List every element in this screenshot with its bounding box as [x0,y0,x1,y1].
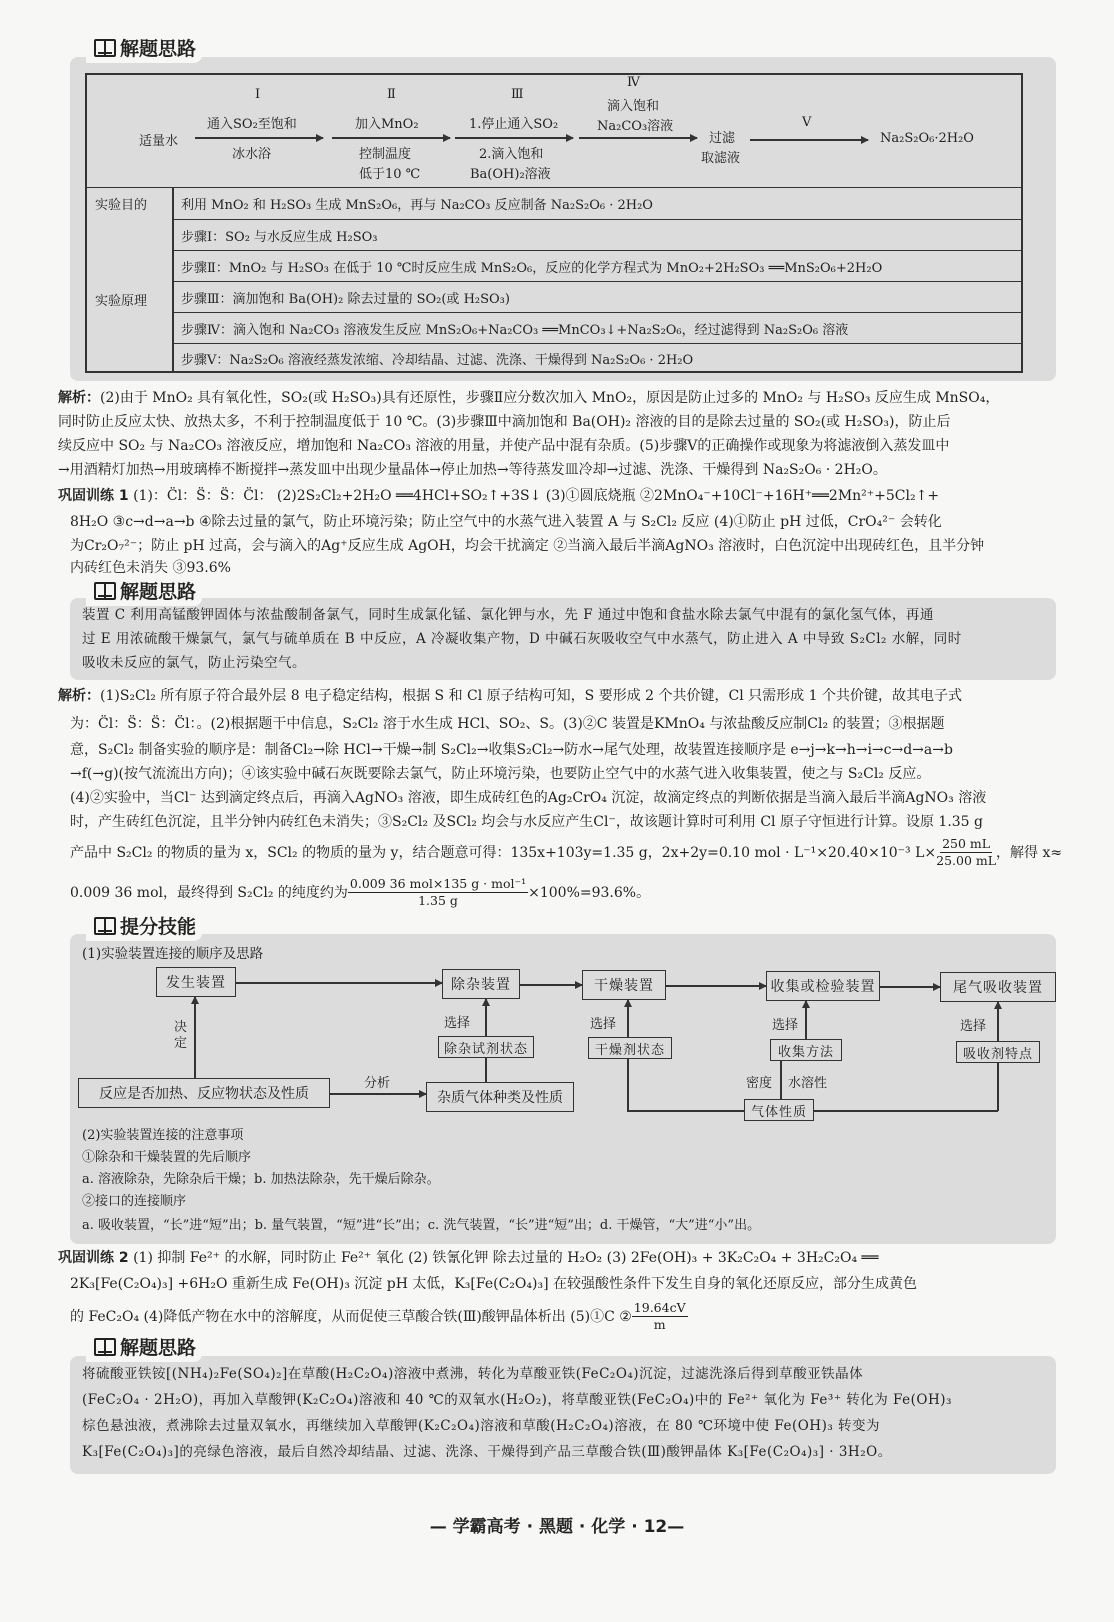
skills-note-2: a. 溶液除杂，先除杂后干燥；b. 加热法除杂，先干燥后除杂。 [82,1172,440,1187]
step-1-arrow [195,137,323,139]
arrow-collect-tail [880,986,940,988]
section-heading-4: 解题思路 [86,1333,202,1362]
label-select-3: 选择 [772,1018,799,1033]
panel-2-line-3: 吸收未反应的氯气，防止污染空气。 [82,655,306,671]
arrow-dry-collect [666,985,766,987]
label-select-2: 选择 [590,1017,617,1032]
box-purify-reagent: 除杂试剂状态 [438,1036,534,1058]
step-2-below-1: 控制温度 [359,147,412,162]
step-2-above: 加入MnO₂ [355,117,419,132]
box-gas-props: 气体性质 [744,1099,814,1121]
step-3-below-1: 2.滴入饱和 [479,147,544,162]
page-footer: — 学霸高考 · 黑题 · 化学 · 12— [429,1517,685,1537]
step-1-above: 通入SO₂至饱和 [207,117,297,132]
step-1-below: 冰水浴 [232,147,272,162]
arrow-analyze [330,1093,426,1095]
practice-2-line-3: 的 FeC₂O₄ (4)降低产物在水中的溶解度，从而促使三草酸合铁(Ⅲ)酸钾晶体析出 (5)①C ② $\frac{19.64cV}{m}$ [70,1300,686,1332]
step-4-above-1: 滴入饱和 [607,99,660,114]
practice-1-line-2: 8H₂O ③c→d→a→b ④除去过量的氯气，防止环境污染；防止空气中的水蒸气进入装置 A 与 S₂Cl₂ 反应 (4)①防止 pH 过低，CrO₄²⁻ 会转化 [70,514,942,530]
principle-row-3: 步骤Ⅲ：滴加饱和 Ba(OH)₂ 除去过量的 SO₂(或 H₂SO₃) [173,281,1021,312]
arrow-decide-up [194,997,196,1078]
box-collect-method: 收集方法 [770,1039,842,1061]
practice-1-line-4: 内砖红色未消失 ③93.6% [70,560,231,576]
step-4-roman: Ⅳ [627,75,640,90]
analysis-2-line-3: 意，S₂Cl₂ 制备实验的顺序是：制备Cl₂→除 HCl→干燥→制 S₂Cl₂→收集S₂Cl₂→防水→尾气处理，故装置连接顺序是 e→j→k→h→i→c→d→a→b [70,742,953,758]
step-4-arrow [579,137,697,139]
step-2-arrow [332,137,450,139]
experiment-table [85,73,1023,373]
purpose-row [87,187,1021,219]
book-icon [94,39,116,57]
box-desiccant: 干燥剂状态 [588,1037,672,1059]
filter-node-1: 过滤 [709,131,736,146]
book-icon [94,582,116,600]
box-purify: 除杂装置 [442,969,520,999]
step-3-arrow [455,137,573,139]
skills-note-1: ①除杂和干燥装置的先后顺序 [82,1150,252,1165]
flow-start: 适量水 [139,134,179,149]
analysis-1-line-4: →用酒精灯加热→用玻璃棒不断搅拌→蒸发皿中出现少量晶体→停止加热→等待蒸发皿冷却→过滤、洗涤、干燥得到 Na₂S₂O₆ · 2H₂O。 [58,462,887,478]
step-1-roman: Ⅰ [255,87,261,102]
analysis-2-calc-line: 产品中 S₂Cl₂ 的物质的量为 x，SCl₂ 的物质的量为 y，结合题意可得：135x+103y=1.35 g，2x+2y=0.10 mol · L⁻¹×20.40×10⁻³ L× $\frac{250 mL}{25.00 mL}$ ，解得 x≈ [70,836,1063,868]
principle-row-4: 步骤Ⅳ：滴入饱和 Na₂CO₃ 溶液发生反应 MnS₂O₆+Na₂CO₃ ══MnCO₃↓+Na₂S₂O₆，经过滤得到 Na₂S₂O₆ 溶液 [173,312,1021,343]
panel-4-line-3: 棕色悬浊液，煮沸除去过量双氧水，再继续加入草酸钾(K₂C₂O₄)溶液和草酸(H₂C₂O₄)溶液，在 80 ℃环境中使 Fe(OH)₃ 转变为 [82,1418,881,1434]
practice-1-line-1: 巩固训练 1 (1)：C̈l：S̈：S̈：C̈l： (2)2S₂Cl₂+2H₂O ══4HCl+SO₂↑+3S↓ (3)①圆底烧瓶 ②2MnO₄⁻+10Cl⁻+16H⁺══2Mn²⁺+5Cl₂↑+ [58,488,940,504]
panel-2-line-2: 过 E 用浓硫酸干燥氯气，氯气与硫单质在 B 中反应，A 冷凝收集产物，D 中碱石灰吸收空气中水蒸气，防止进入 A 中导致 S₂Cl₂ 水解，同时 [82,631,962,647]
box-absorbent: 吸收剂特点 [956,1041,1040,1063]
filter-node-2: 取滤液 [701,151,741,166]
line-gas-up [780,1061,782,1099]
line-impurity-up [485,1058,487,1082]
skills-sub-1: (1)实验装置连接的顺序及思路 [82,946,264,962]
line-absorbent-down [997,1063,999,1111]
analysis-2-line-1: 解析：(1)S₂Cl₂ 所有原子符合最外层 8 电子稳定结构，根据 S 和 Cl 原子结构可知，S 要形成 2 个共价键，Cl 只需形成 1 个共价键，故其电子式 [58,688,962,704]
practice-2-line-2: 2K₃[Fe(C₂O₄)₃] +6H₂O 重新生成 Fe(OH)₃ 沉淀 pH 太低，K₃[Fe(C₂O₄)₃] 在较强酸性条件下发生自身的氧化还原反应，部分生成黄色 [70,1276,917,1292]
answer-fraction: $\frac{19.64cV}{m}$ [633,1300,686,1332]
principle-row-5: 步骤Ⅴ：Na₂S₂O₆ 溶液经蒸发浓缩、冷却结晶、过滤、洗涤、干燥得到 Na₂S₂O₆ · 2H₂O [173,343,1021,373]
skills-note-3: ②接口的连接顺序 [82,1194,187,1209]
principle-row-2: 步骤Ⅱ：MnO₂ 与 H₂SO₃ 在低于 10 ℃时反应生成 MnS₂O₆，反应的化学方程式为 MnO₂+2H₂SO₃ ══MnS₂O₆+2H₂O [173,250,1021,281]
arrow-generate-purify [236,982,442,984]
purity-fraction: $\frac{\text{0.009 36 mol×135 g · mol⁻¹}}{1.35 g}$ [349,876,527,908]
line-desiccant-down [627,1059,629,1111]
step-2-below-2: 低于10 ℃ [359,167,421,182]
skills-note-4: a. 吸收装置，“长”进“短”出；b. 量气装置，“短”进“长”出；c. 洗气装置，“长”进“短”出；d. 干燥管，“大”进“小”出。 [82,1218,761,1233]
flow-end-product: Na₂S₂O₆·2H₂O [880,131,974,146]
line-gas-right [814,1110,998,1112]
arrow-purify-dry [520,984,582,986]
analysis-2-purity-line: 0.009 36 mol，最终得到 S₂Cl₂ 的纯度约为 $\frac{\text{0.009 36 mol×135 g · mol⁻¹}}{1.35 g}$ ×100%=93.6%。 [70,876,651,908]
line-gas-left [627,1110,744,1112]
analysis-2-line-5: (4)②实验中，当Cl⁻ 达到滴定终点后，再滴入AgNO₃ 溶液，即生成砖红色的Ag₂CrO₄ 沉淀，故滴定终点的判断依据是当滴入最后半滴AgNO₃ 溶液 [70,790,987,806]
arrow-reagent-up [485,999,487,1036]
book-icon [94,917,116,935]
step-3-above: 1.停止通入SO₂ [469,117,559,132]
label-select-4: 选择 [960,1019,987,1034]
label-analyze: 分析 [364,1076,391,1091]
panel-4-line-2: (FeC₂O₄ · 2H₂O)，再加入草酸钾(K₂C₂O₄)溶液和 40 ℃的双氧水(H₂O₂)，将草酸亚铁(FeC₂O₄)中的 Fe²⁺ 氧化为 Fe³⁺ 转化为 Fe(OH)₃ [82,1392,952,1408]
arrow-absorbent-up [997,1002,999,1041]
arrow-desiccant-up [627,1000,629,1037]
section-heading-2: 解题思路 [86,577,202,606]
book-icon [94,1338,116,1356]
practice-2-line-1: 巩固训练 2 (1) 抑制 Fe²⁺ 的水解，同时防止 Fe²⁺ 氧化 (2) 铁氰化钾 除去过量的 H₂O₂ (3) 2Fe(OH)₃ + 3K₂C₂O₄ + 3H₂C₂O₄ ══ [58,1250,879,1266]
step-3-below-2: Ba(OH)₂溶液 [470,167,551,182]
box-tail: 尾气吸收装置 [940,972,1056,1002]
box-reaction: 反应是否加热、反应物状态及性质 [78,1078,330,1108]
panel-4-line-4: K₃[Fe(C₂O₄)₃]的亮绿色溶液，最后自然冷却结晶、过滤、洗涤、干燥得到产品三草酸合铁(Ⅲ)酸钾晶体 K₃[Fe(C₂O₄)₃] · 3H₂O。 [82,1444,892,1460]
practice-1-line-3: 为Cr₂O₇²⁻；防止 pH 过高，会与滴入的Ag⁺反应生成 AgOH，均会干扰滴定 ②当滴入最后半滴AgNO₃ 溶液时，白色沉淀中出现砖红色，且半分钟 [70,538,985,554]
box-dry: 干燥装置 [582,970,666,1000]
section-heading-3: 提分技能 [86,912,202,941]
volume-fraction: $\frac{250 mL}{25.00 mL}$ [936,836,997,868]
label-select-1: 选择 [444,1016,471,1031]
step-4-above-2: Na₂CO₃溶液 [597,119,674,134]
panel-2-line-1: 装置 C 利用高锰酸钾固体与浓盐酸制备氯气，同时生成氯化锰、氯化钾与水，先 F 通过中饱和食盐水除去氯气中混有的氯化氢气体，再通 [82,607,934,623]
step-2-roman: Ⅱ [387,87,396,102]
label-solubility: 水溶性 [788,1076,828,1091]
analysis-1-line-2: 同时防止反应太快、放热太多，不利于控制温度低于 10 ℃。(3)步骤Ⅲ中滴加饱和 Ba(OH)₂ 溶液的目的是除去过量的 SO₂(或 H₂SO₃)，防止后 [58,414,951,430]
principle-row-1: 步骤Ⅰ：SO₂ 与水反应生成 H₂SO₃ [173,219,1021,250]
skills-sub-2: (2)实验装置连接的注意事项 [82,1128,244,1143]
analysis-2-line-4: →f(→g)(按气流流出方向)；④该实验中碱石灰既要除去氯气，防止环境污染，也要防止空气中的水蒸气进入收集装置，使之与 S₂Cl₂ 反应。 [70,766,931,782]
step-3-roman: Ⅲ [511,87,524,102]
analysis-1-line-3: 续反应中 SO₂ 与 Na₂CO₃ 溶液反应，增加饱和 Na₂CO₃ 溶液的用量，并使产品中混有杂质。(5)步骤Ⅴ的正确操作或现象为将滤液倒入蒸发皿中 [58,438,950,454]
label-density: 密度 [746,1076,773,1091]
section-heading-1: 解题思路 [86,34,202,63]
box-impurity: 杂质气体种类及性质 [426,1082,574,1112]
principle-label: 实验原理 [95,294,148,309]
box-generate: 发生装置 [156,967,236,997]
step-5-arrow [750,139,868,141]
step-5-roman: Ⅴ [802,115,812,130]
box-collect: 收集或检验装置 [766,971,880,1001]
purpose-label: 实验目的 [95,198,148,213]
panel-4-line-1: 将硫酸亚铁铵[(NH₄)₂Fe(SO₄)₂]在草酸(H₂C₂O₄)溶液中煮沸，转化为草酸亚铁(FeC₂O₄)沉淀，过滤洗涤后得到草酸亚铁晶体 [82,1366,864,1382]
analysis-1-line-1: 解析：(2)由于 MnO₂ 具有氧化性，SO₂(或 H₂SO₃)具有还原性，步骤Ⅱ应分数次加入 MnO₂，原因是防止过多的 MnO₂ 与 H₂SO₃ 反应生成 MnSO₄， [58,390,1000,406]
analysis-2-line-2: 为：C̈l：S̈：S̈：C̈l：。(2)根据题干中信息，S₂Cl₂ 溶于水生成 HCl、SO₂、S。(3)②C 装置是KMnO₄ 与浓盐酸反应制Cl₂ 的装置；③根据题 [70,716,945,732]
purpose-text: 利用 MnO₂ 和 H₂SO₃ 生成 MnS₂O₆，再与 Na₂CO₃ 反应制备 Na₂S₂O₆ · 2H₂O [181,198,653,213]
analysis-2-line-6: 时，产生砖红色沉淀，且半分钟内砖红色未消失；③S₂Cl₂ 及SCl₂ 均会与水反应产生Cl⁻，故该题计算时可利用 Cl 原子守恒进行计算。设原 1.35 g [70,814,983,830]
arrow-method-up [805,1001,807,1039]
label-decide: 决定 [174,1020,188,1051]
